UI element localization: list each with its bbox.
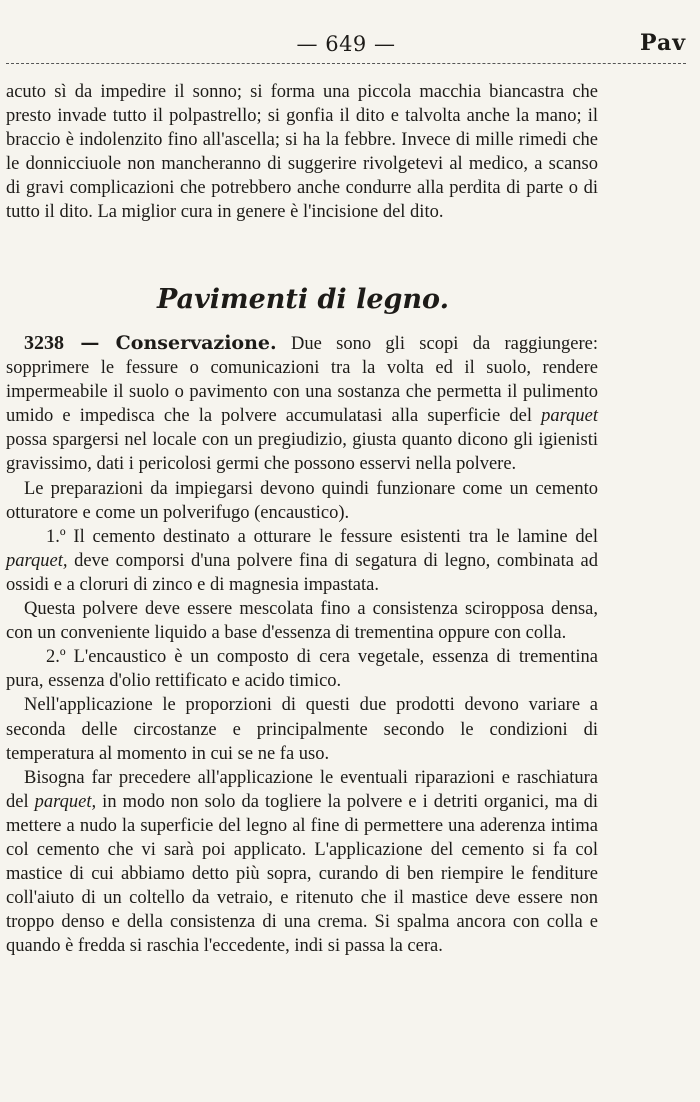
- entry-text-end: possa spargersi nel locale con un pregiudizio, giusta quanto dicono gli igienisti gravissimo, dati i pericolosi germi che possono esservi nella polvere.: [6, 430, 598, 475]
- intro-text-block: [6, 80, 598, 225]
- paragraph-preparation-steps: [6, 766, 598, 959]
- steps-text-start: Bisogna far precedere all'applicazione le eventuali riparazioni e raschiatura del: [6, 767, 598, 812]
- section-title: Pavimenti di legno.: [157, 284, 449, 315]
- paragraph-encaustic: 2.º L'encaustico è un composto di cera vegetale, essenza di trementina pura, essenza d'olio rettificato e acido timico.: [6, 647, 598, 692]
- steps-text-end: in modo non solo da togliere la polvere e i detriti organici, ma di mettere a nudo la superficie del legno al fine di permettere una aderenza intima col cemento che vi sarà poi applicato. L'applicazione del cemento si fa col mastice di cui abbiamo detto più sopra, curando di ben riempire le fenditure coll'aiuto di un coltello da vetraio, e ritenuto che il mastice deve essere non troppo denso e della consistenza di una crema. Si spalma ancora con colla e quando è fredda si raschia l'eccedente, indi si passa la cera.: [6, 791, 598, 957]
- paragraph-powder: Questa polvere deve essere mescolata fino a consistenza sciropposa densa, con un conveniente liquido a base d'essenza di trementina oppure con colla.: [6, 599, 598, 644]
- cement-text-start: 1.º Il cemento destinato a otturare le fessure esistenti tra le lamine del: [46, 526, 598, 547]
- cement-italic-term: parquet,: [6, 550, 68, 571]
- page-header: [6, 22, 686, 66]
- intro-paragraph: acuto sì da impedire il sonno; si forma una piccola macchia biancastra che presto invade tutto il polpastrello; si gonfia il dito e talvolta anche la mano; il braccio è indolenzito fino all'ascella; si ha la febbre. Invece di mille rimedi che le donnicciuole non mancheranno di suggerire rivolgetevi al medico, a scanso di gravi complicazioni che potrebbero anche condurre alla perdita di parte o di tutto il dito. La miglior cura in genere è l'incisione del dito.: [6, 82, 598, 223]
- paragraph-preparations: Le preparazioni da impiegarsi devono quindi funzionare come un cemento otturatore e come un polverifugo (encaustico).: [6, 478, 598, 523]
- page-number: — 649 —: [296, 32, 396, 56]
- entry-italic-term: parquet: [541, 406, 598, 427]
- paragraph-application: Nell'applicazione le proporzioni di questi due prodotti devono variare a seconda delle circostanze e principalmente secondo le condizioni di temperatura al momento in cui se ne fa uso.: [6, 695, 598, 764]
- entry-number: 3238: [24, 332, 64, 354]
- entry-paragraph: [6, 331, 598, 477]
- paragraph-cement: [6, 525, 598, 597]
- running-head: Pav: [640, 30, 686, 56]
- section-body: [6, 331, 598, 958]
- cement-text-end: deve comporsi d'una polvere fina di segatura di legno, combinata ad ossidi e a cloruri di zinco e di magnesia impastata.: [6, 550, 598, 595]
- entry-text-start: Due sono gli scopi da raggiungere: sopprimere le fessure o comunicazioni tra la volta ed il suolo, rendere impermeabile il suolo o pavimento con una sostanza che permetta il pulimento umido e impedisca che la polvere accumulatasi alla superficie del: [6, 334, 598, 427]
- header-rule: [6, 63, 686, 64]
- entry-dash: —: [64, 332, 116, 354]
- steps-italic-term: parquet,: [34, 791, 97, 812]
- entry-title: Conservazione.: [115, 332, 277, 354]
